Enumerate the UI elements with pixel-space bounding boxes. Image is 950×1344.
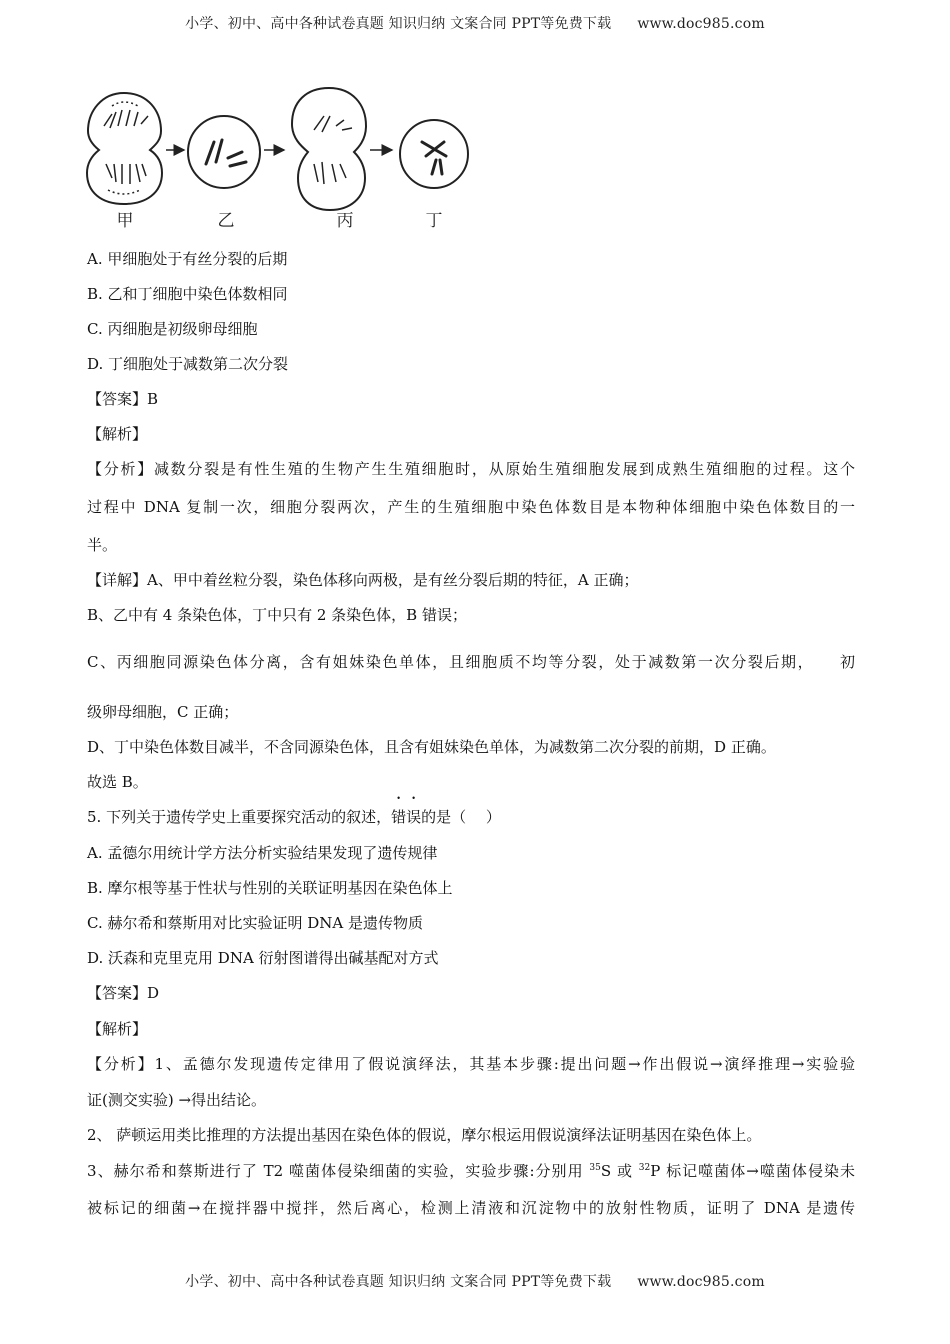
page-header [0, 13, 950, 33]
q4-fenxi-line-2: 过程中 DNA 复制一次，细胞分裂两次，产生的生殖细胞中染色体数目是本物种体细胞中染色体数目的一 [87, 498, 855, 516]
q5-fenxi-line-3: 2、 萨顿运用类比推理的方法提出基因在染色体的假说，摩尔根运用假说演绎法证明基因在染色体上。 [87, 1126, 762, 1144]
footer-url[interactable]: www.doc985.com [637, 1274, 765, 1290]
answer-value: D [147, 984, 160, 1002]
label-bing: 丙 [336, 211, 354, 231]
q5-fenxi-line-5: 被标记的细菌→在搅拌器中搅拌，然后离心，检测上清液和沉淀物中的放射性物质，证明了 DNA 是遗传 [87, 1199, 855, 1217]
q4-option-a: A. 甲细胞处于有丝分裂的后期 [87, 250, 288, 268]
label-jia: 甲 [116, 211, 134, 231]
emph-word-1: 错 [391, 808, 407, 826]
header-url[interactable]: www.doc985.com [637, 16, 765, 32]
page-footer [0, 1271, 950, 1291]
q5-option-b: B. 摩尔根等基于性状与性别的关联证明基因在染色体上 [87, 879, 453, 897]
q5-analysis-tag: 【解析】 [87, 1020, 148, 1038]
q4-option-c: C. 丙细胞是初级卵母细胞 [87, 320, 258, 338]
q4-answer [87, 389, 158, 409]
cell-jia [87, 93, 162, 204]
xiangjie-tag: 【详解】 [87, 571, 148, 589]
answer-tag: 【答案】 [87, 984, 148, 1002]
q4-option-d: D. 丁细胞处于减数第二次分裂 [87, 355, 289, 373]
q5-option-c: C. 赫尔希和蔡斯用对比实验证明 DNA 是遗传物质 [87, 914, 424, 932]
answer-value: B [147, 390, 159, 408]
footer-text: 小学、初中、高中各种试卷真题 知识归纳 文案合同 PPT等免费下载 [185, 1274, 612, 1290]
q4-xiangjie-line-1: 【详解】A、甲中着丝粒分裂，染色体移向两极，是有丝分裂后期的特征，A 正确； [87, 571, 639, 589]
cell-division-figure [86, 86, 476, 231]
q4-xiangjie-line-2: B、乙中有 4 条染色体，丁中只有 2 条染色体，B 错误； [87, 606, 467, 624]
q4-xiangjie-line-4: 级卵母细胞，C 正确； [87, 703, 239, 721]
q5-option-a: A. 孟德尔用统计学方法分析实验结果发现了遗传规律 [87, 844, 438, 862]
q4-fenxi-line-3: 半。 [87, 536, 118, 554]
q5-answer [87, 983, 159, 1003]
fenxi-tag: 【分析】 [87, 1055, 155, 1073]
q4-conclusion: 故选 B。 [87, 773, 148, 791]
emph-word-2: 误 [406, 808, 422, 826]
q4-xiangjie-line-3: C、丙细胞同源染色体分离，含有姐妹染色单体，且细胞质不均等分裂，处于减数第一次分裂后期， 初 [87, 653, 855, 671]
q5-fenxi-line-2: 证(测交实验) →得出结论。 [87, 1091, 267, 1109]
q4-fenxi-line-1: 【分析】减数分裂是有性生殖的生物产生生殖细胞时，从原始生殖细胞发展到成熟生殖细胞的过程。这个 [87, 460, 855, 478]
cell-bing [292, 88, 366, 210]
q4-analysis-tag: 【解析】 [87, 425, 148, 443]
label-yi: 乙 [217, 211, 235, 231]
header-text: 小学、初中、高中各种试卷真题 知识归纳 文案合同 PPT等免费下载 [185, 16, 612, 32]
q5-option-d: D. 沃森和克里克用 DNA 衍射图谱得出碱基配对方式 [87, 949, 439, 967]
q4-option-b: B. 乙和丁细胞中染色体数相同 [87, 285, 288, 303]
answer-tag: 【答案】 [87, 390, 148, 408]
q5-stem: 5. 下列关于遗传学史上重要探究活动的叙述，错误的是（ ） [87, 808, 501, 826]
fenxi-tag: 【分析】 [87, 460, 154, 478]
q4-xiangjie-line-5: D、丁中染色体数目减半，不含同源染色体，且含有姐妹染色单体，为减数第二次分裂的前期，D 正确。 [87, 738, 776, 756]
cell-ding [400, 120, 468, 188]
cell-yi [188, 116, 260, 188]
q5-fenxi-line-4: 3、赫尔希和蔡斯进行了 T2 噬菌体侵染细菌的实验，实验步骤:分别用 $^{35}$S 或 $^{32}$P 标记噬菌体→噬菌体侵染未 [87, 1162, 856, 1180]
q5-fenxi-line-1: 【分析】1、孟德尔发现遗传定律用了假说演绎法，其基本步骤:提出问题→作出假说→演绎推理→实验验 [87, 1055, 855, 1073]
label-ding: 丁 [425, 211, 443, 231]
